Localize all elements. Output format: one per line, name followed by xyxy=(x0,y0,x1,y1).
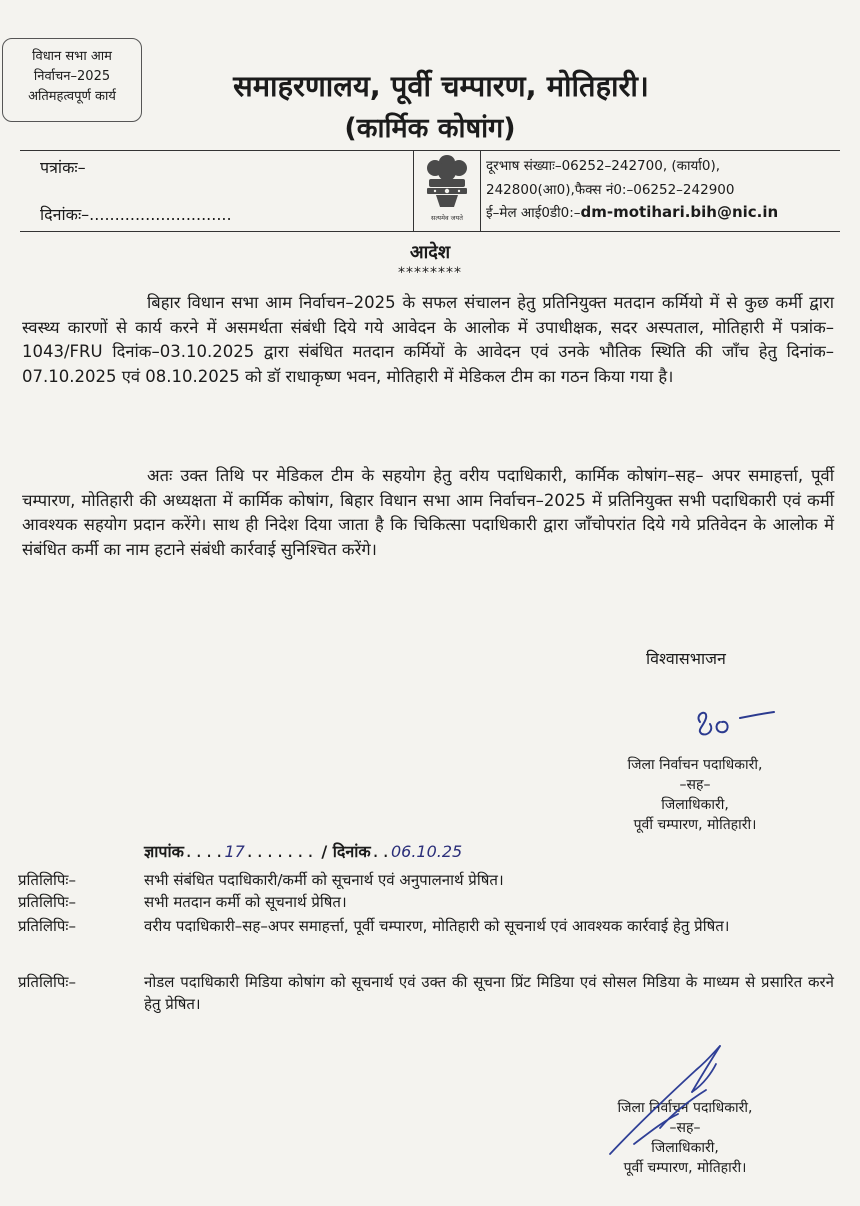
closing-salutation: विश्वासभाजन xyxy=(646,649,726,668)
copy-text: सभी संबंधित पदाधिकारी/कर्मी को सूचनार्थ एवं अनुपालनार्थ प्रेषित। xyxy=(144,871,504,889)
email-line xyxy=(486,203,778,221)
signatory-1-title: जिलाधिकारी, xyxy=(661,797,729,813)
emblem-motto: सत्यमेव जयते xyxy=(431,214,463,222)
signatory-1-cum: –सह– xyxy=(679,777,711,793)
copy-text: सभी मतदान कर्मी को सूचनार्थ प्रेषित। xyxy=(144,893,347,911)
copy-label: प्रतिलिपिः– xyxy=(18,871,76,889)
stamp-line-1: विधान सभा आम xyxy=(32,49,112,64)
signatory-block-1 xyxy=(560,755,830,835)
copy-label: प्रतिलिपिः– xyxy=(18,893,76,911)
signatory-2-title: जिलाधिकारी, xyxy=(651,1140,719,1156)
header-bottom-rule xyxy=(20,231,840,232)
email-address: dm-motihari.bih@nic.in xyxy=(580,203,779,221)
order-paragraph-1-text: बिहार विधान सभा आम निर्वाचन–2025 के सफल संचालन हेतु प्रतिनियुक्त मतदान कर्मियो में से कुछ कर्मी द्वारा स्वस्थ्य कारणों से कार्य करने में असमर्थता संबंधी दिये गये आवेदन के आलोक में उपाधीक्षक, सदर अस्पताल, मोतिहारी में पत्रांक–1043/FRU दिनांक–03.10.2025 द्वारा संबंधित मतदान कर्मियों के आवेदन एवं उनके भौतिक स्थिति की जाँच हेतु दिनांक–07.10.2025 एवं 08.10.2025 को डॉ राधाकृष्ण भवन, मोतिहारी में मेडिकल टीम का गठन किया गया है। xyxy=(22,293,834,386)
memo-date-label: दिनांक xyxy=(332,842,371,861)
memo-date-leader: .. xyxy=(370,842,391,861)
memo-number-value: 17 xyxy=(224,842,245,861)
signatory-1-designation: जिला निर्वाचन पदाधिकारी, xyxy=(627,757,763,773)
memo-number-label: ज्ञापांक xyxy=(144,842,184,861)
signatory-2-cum: –सह– xyxy=(669,1120,701,1136)
stamp-line-3: अतिमहत्वपूर्ण कार्य xyxy=(28,89,116,104)
copy-text: वरीय पदाधिकारी–सह–अपर समाहर्त्ता, पूर्वी चम्पारण, मोतिहारी को सूचनार्थ एवं आवश्यक कार्रवाई हेतु प्रेषित। xyxy=(144,917,730,935)
national-emblem-icon xyxy=(418,152,476,226)
heading-stars: ******** xyxy=(398,265,462,281)
email-label: ई–मेल आई0डी0:– xyxy=(486,205,581,221)
office-title: समाहरणालय, पूर्वी चम्पारण, मोतिहारी। xyxy=(233,69,649,103)
priority-stamp xyxy=(2,38,142,122)
signatory-2-office: पूर्वी चम्पारण, मोतिहारी। xyxy=(623,1160,747,1176)
stamp-line-2: निर्वाचन–2025 xyxy=(33,69,111,84)
memo-line xyxy=(144,840,462,862)
handwritten-signature xyxy=(600,1042,740,1162)
order-paragraph-2 xyxy=(22,464,834,562)
signature-initials xyxy=(694,700,784,740)
copy-text: नोडल पदाधिकारी मिडिया कोषांग को सूचनार्थ एवं उक्त की सूचना प्रिंट मिडिया एवं सोसल मिडिया के माध्यम से प्रसारित करने हेतु प्रेषित। xyxy=(144,973,834,1013)
letter-date-label: दिनांकः–............................ xyxy=(40,205,232,224)
header-right-divider xyxy=(480,150,481,231)
signatory-1-office: पूर्वी चम्पारण, मोतिहारी। xyxy=(633,817,757,833)
order-paragraph-1 xyxy=(22,291,834,389)
copy-label: प्रतिलिपिः– xyxy=(18,917,76,935)
letter-number-label: पत्रांकः– xyxy=(40,158,86,177)
phone-line-1: दूरभाष संख्याः–06252–242700, (कार्या0), xyxy=(486,158,721,174)
copy-label: प्रतिलिपिः– xyxy=(18,973,76,991)
memo-separator: / xyxy=(321,842,328,861)
header-top-rule xyxy=(20,150,840,151)
order-paragraph-2-text: अतः उक्त तिथि पर मेडिकल टीम के सहयोग हेतु वरीय पदाधिकारी, कार्मिक कोषांग–सह– अपर समाहर्त्ता, पूर्वी चम्पारण, मोतिहारी की अध्यक्षता में कार्मिक कोषांग, बिहार विधान सभा आम निर्वाचन–2025 में प्रतिनियुक्त सभी पदाधिकारी एवं कर्मी आवश्यक सहयोग प्रदान करेंगे। साथ ही निदेश दिया जाता है कि चिकित्सा पदाधिकारी द्वारा जाँचोपरांत दिये गये प्रतिवेदन के आलोक में संबंधित कर्मी का नाम हटाने संबंधी कार्रवाई सुनिश्चित करेंगे। xyxy=(22,466,834,559)
phone-fax-line: 242800(आ0),फैक्स नं0:–06252–242900 xyxy=(486,182,735,198)
memo-number-leader-2: ....... xyxy=(244,842,316,861)
memo-number-leader: .... xyxy=(183,842,225,861)
signatory-2-designation: जिला निर्वाचन पदाधिकारी, xyxy=(617,1100,753,1116)
memo-date-value: 06.10.25 xyxy=(390,842,463,861)
office-subtitle: (कार्मिक कोषांग) xyxy=(344,113,516,144)
header-left-divider xyxy=(413,150,414,231)
order-heading: आदेश xyxy=(409,242,451,263)
